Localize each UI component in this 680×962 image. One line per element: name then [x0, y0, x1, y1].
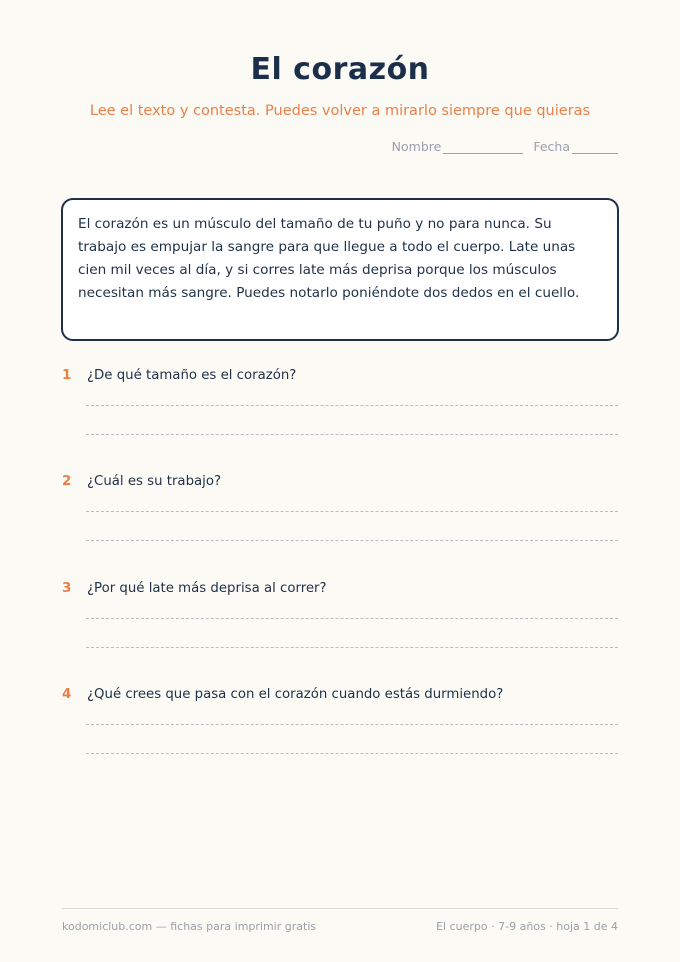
footer-site: kodomiclub.com — fichas para imprimir gratis: [62, 920, 317, 933]
question-1: [62, 367, 618, 383]
question-number: 1: [62, 367, 72, 383]
answer-line[interactable]: [86, 647, 618, 648]
student-fields: [392, 139, 618, 154]
page-subtitle: Lee el texto y contesta. Puedes volver a mirarlo siempre que quieras: [89, 103, 591, 119]
question-number: 4: [62, 686, 72, 702]
date-field[interactable]: [572, 141, 618, 154]
answer-line[interactable]: [86, 724, 618, 725]
name-label: Nombre: [391, 139, 442, 154]
name-field[interactable]: [443, 141, 523, 154]
answer-line[interactable]: [86, 511, 618, 512]
question-3: [62, 580, 618, 596]
answer-line[interactable]: [86, 540, 618, 541]
question-4: [62, 686, 618, 702]
footer-sheet-info: El cuerpo · 7-9 años · hoja 1 de 4: [436, 920, 618, 933]
page-title: El corazón: [250, 52, 430, 87]
question-text: ¿Por qué late más deprisa al correr?: [87, 581, 327, 596]
date-label: Fecha: [533, 139, 570, 154]
footer-divider: [62, 908, 618, 909]
question-text: ¿Qué crees que pasa con el corazón cuando estás durmiendo?: [87, 687, 504, 702]
answer-line[interactable]: [86, 405, 618, 406]
question-number: 2: [62, 473, 72, 489]
question-text: ¿Cuál es su trabajo?: [87, 474, 222, 489]
answer-line[interactable]: [86, 434, 618, 435]
question-number: 3: [62, 580, 72, 596]
question-2: [62, 473, 618, 489]
answer-line[interactable]: [86, 618, 618, 619]
answer-line[interactable]: [86, 753, 618, 754]
question-text: ¿De qué tamaño es el corazón?: [87, 368, 297, 383]
reading-passage: El corazón es un músculo del tamaño de tu puño y no para nunca. Su trabajo es empujar la sangre para que llegue a todo el cuerpo. Late unas cien mil veces al día, y si corres late más deprisa porque los músculos necesitan más sangre. Puedes notarlo poniéndote dos dedos en el cuello.: [61, 198, 619, 341]
